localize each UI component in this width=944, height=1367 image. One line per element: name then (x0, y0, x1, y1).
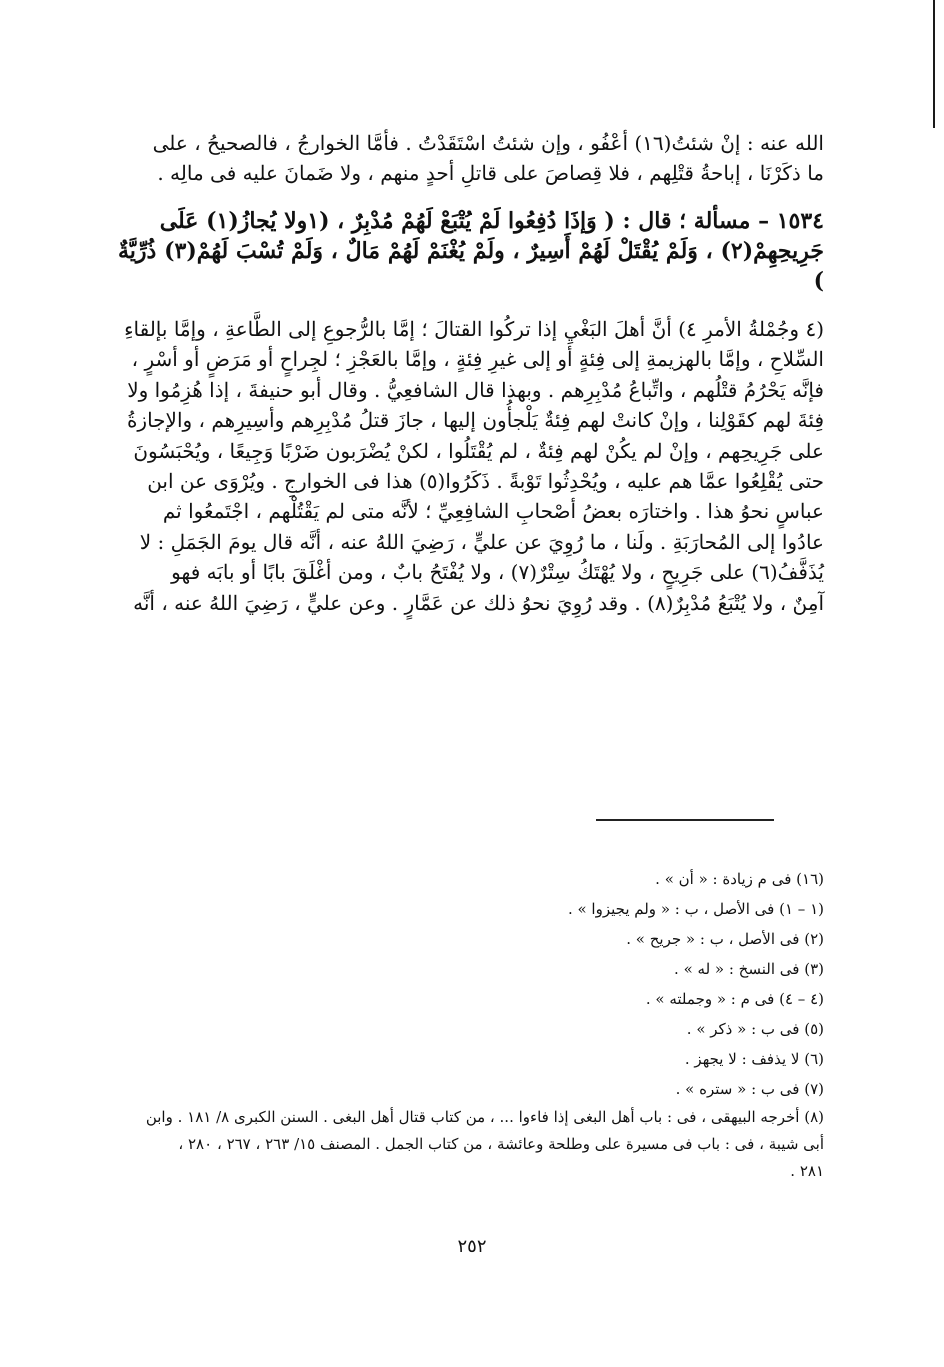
footnote-separator (596, 819, 774, 821)
footnote: (٢) فى الأصل ، ب : « جريح » . (626, 930, 824, 948)
footnote: (٣) فى النسخ : « له » . (674, 960, 824, 978)
footnote: (٦) لا يذفف : لا يجهز . (684, 1050, 824, 1068)
footnote: (٤ – ٤) فى م : « وجملته » . (645, 990, 824, 1008)
footnote: (٥) فى ب : « ذكر » . (686, 1020, 824, 1038)
page-body (118, 128, 824, 618)
intro-paragraph: الله عنه : إنْ شئتُ(١٦) أعْفُو ، وإن شئتُ اسْتَقَدْتُ . فأمَّا الخوارجُ ، فالصحيحُ ، على ما ذكَرْنَا ، إباحةُ قتْلِهم ، فلا قِصاصَ على قاتلِ أحدٍ منهم ، ولا ضَمانَ عليه فى مالِه . (152, 131, 824, 185)
scan-edge-line (933, 0, 935, 128)
commentary-paragraph: (٤ وجُمْلةُ الأمرِ ٤) أنَّ أهلَ البَغْيِ إذا تركُوا القتالَ ؛ إمَّا بالرُّجوعِ إلى الطَّاعةِ ، وإمَّا بإلقاءِ السِّلاحِ ، وإمَّا بالهزيمةِ إلى فِئةٍ أو إلى غيرِ فِئةٍ ، وإمَّا بالعَجْزِ ؛ لجِراحٍ أو مَرَضٍ أو أسْرٍ ، فإنَّه يَحْرُمُ قتْلُهم ، واتِّباعُ مُدْبِرِهم . وبهذا قال الشافعِيُّ . وقال أبو حنيفةَ ، إذا هُزِمُوا ولا فِئةَ لهم كقَوْلِنا ، وإنْ كانتْ لهم فِئةٌ يَلْجأُون إليها ، جازَ قتلُ مُدْبِرِهم وأسِيرِهم ، والإجازةُ على جَرِيحِهم ، وإنْ لم يكُنْ لهم فِئةٌ ، لم يُقْتَلُوا ، لكنْ يُضْرَبون ضَرْبًا وَجِيعًا ، ويُحْبَسُونَ حتى يُقْلِعُوا عمَّا هم عليه ، ويُحْدِثُوا تَوْبةً . ذَكَرُوا(٥) هذا فى الخوارجِ . ويُرْوَى عن ابن عباسٍ نحوُ هذا . واختارَه بعضُ أصْحابِ الشافِعِيِّ ؛ لأنَّه متى لم يَقْتُلْهم ، اجْتَمعُوا ثم عادُوا إلى المُحارَبَةِ . ولَنا ، ما رُوِيَ عن عليٍّ ، رَضِيَ اللهُ عنه ، أنَّه قال يومَ الجَمَلِ : لا يُذَفَّفُ(٦) على جَرِيحٍ ، ولا يُهْتَكُ سِتْرٌ(٧) ، ولا يُفْتَحُ بابٌ ، ومن أغْلَقَ بابًا أو بابَه فهو آمِنٌ ، ولا يُتْبَعُ مُدْبِرٌ(٨) . وقد رُوِيَ نحوُ ذلك عن عَمَّارٍ . وعن عليٍّ ، رَضِيَ اللهُ عنه ، أنَّه (124, 317, 824, 615)
page-number: ٢٥٢ (457, 1236, 487, 1257)
commentary (118, 314, 824, 618)
footnotes (128, 864, 824, 1185)
footnote: (١٦) فى م زيادة : « أن » . (655, 870, 824, 888)
footnote: (٨) أخرجه البيهقى ، فى : باب أهل البغى إذا فاءوا ... ، من كتاب قتال أهل البغى . السنن الكبرى ٨/ ١٨١ . وابن أبى شيبة ، فى : باب فى مسيرة على وطلحة وعائشة ، من كتاب الجمل . المصنف ١٥/ ٢٦٣ ، ٢٦٧ ، ٢٨٠ ، ٢٨١ . (145, 1108, 824, 1180)
footnote: (٧) فى ب : « ستره » . (675, 1080, 824, 1098)
footnote: (١ – ١) فى الأصل ، ب : « ولم يجيزوا » . (567, 900, 824, 918)
masala-heading: ١٥٣٤ – مسألة ؛ قال : ( وَإذَا دُفِعُوا لَمْ يُتْبَعْ لَهُمْ مُدْبِرٌ ، (١ولا يُجازُ(١) عَلَى جَرِيحِهِمْ(٢) ، وَلَمْ يُقْتَلْ لَهُمْ أَسِيرٌ ، ولَمْ يُغْنَمْ لَهُمْ مَالٌ ، وَلَمْ تُسْبَ لَهُمْ(٣) ذُرِّيَّةٌ ) (118, 208, 824, 294)
